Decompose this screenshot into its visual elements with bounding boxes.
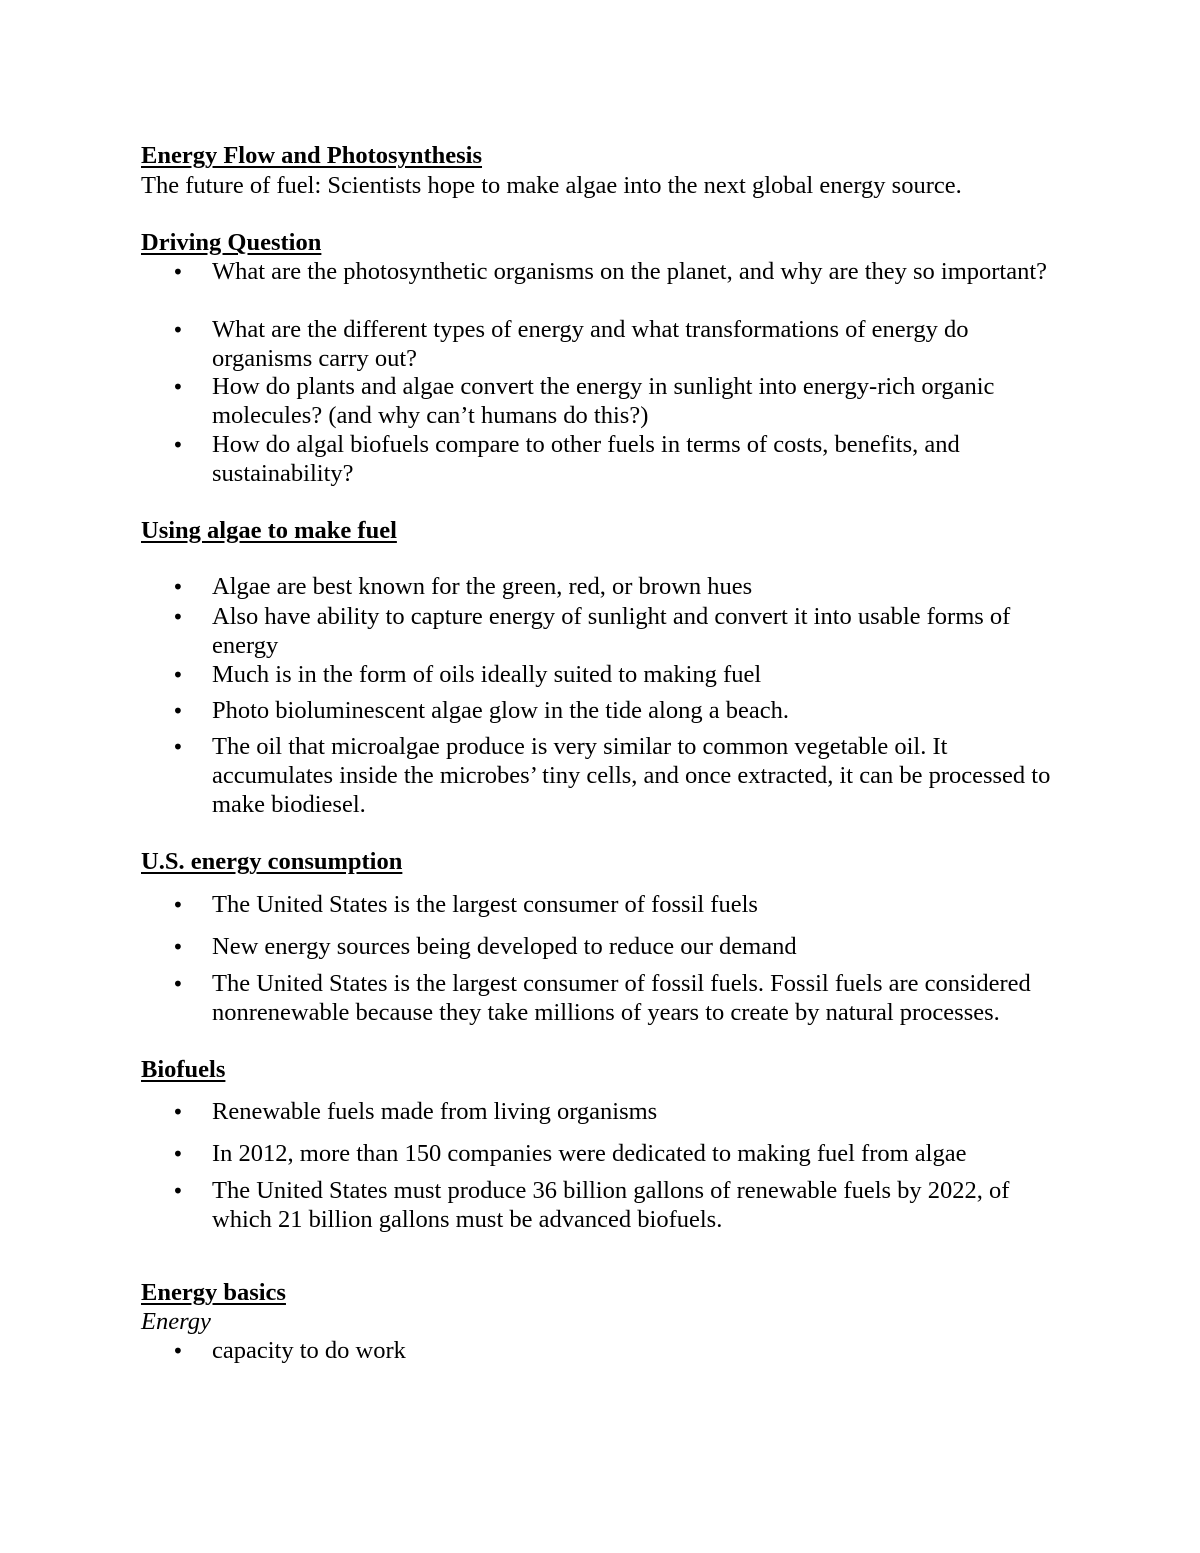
bullet-icon: • (172, 575, 184, 599)
list-item-text: How do algal biofuels compare to other fuels in terms of costs, benefits, and sustainability? (212, 431, 960, 487)
list-item-text: The United States is the largest consumer of fossil fuels (212, 891, 758, 918)
section-heading-energy-basics: Energy basics (141, 1279, 286, 1306)
bullet-icon: • (172, 735, 184, 759)
bullet-icon: • (172, 935, 184, 959)
list-item-text: The oil that microalgae produce is very similar to common vegetable oil. It accumulates inside the microbes’ tiny cells, and once extracted, it can be processed to make biodiesel. (212, 733, 1051, 818)
list-item-text: Photo bioluminescent algae glow in the tide along a beach. (212, 697, 789, 724)
bullet-icon: • (172, 893, 184, 917)
bullet-icon: • (172, 663, 184, 687)
list-item-text: capacity to do work (212, 1337, 406, 1364)
bullet-icon: • (172, 433, 184, 457)
section-heading-using-algae: Using algae to make fuel (141, 517, 397, 544)
list-item-text: The United States is the largest consumer of fossil fuels. Fossil fuels are considered nonrenewable because they take millions of years to create by natural processes. (212, 970, 1031, 1026)
bullet-icon: • (172, 1100, 184, 1124)
list-item-text: Algae are best known for the green, red, or brown hues (212, 573, 753, 600)
bullet-icon: • (172, 972, 184, 996)
bullet-icon: • (172, 318, 184, 342)
list-item-text: What are the photosynthetic organisms on the planet, and why are they so important? (212, 258, 1048, 285)
list-item-text: How do plants and algae convert the energy in sunlight into energy-rich organic molecules? (and why can’t humans do this?) (212, 373, 995, 429)
list-item-text: New energy sources being developed to reduce our demand (212, 933, 797, 960)
section-heading-us-energy: U.S. energy consumption (141, 848, 403, 875)
page-title: Energy Flow and Photosynthesis (141, 142, 483, 169)
bullet-icon: • (172, 1179, 184, 1203)
list-item-text: Renewable fuels made from living organisms (212, 1098, 658, 1125)
bullet-icon: • (172, 699, 184, 723)
list-item-text: Also have ability to capture energy of sunlight and convert it into usable forms of energy (212, 603, 1011, 659)
section-heading-biofuels: Biofuels (141, 1056, 226, 1083)
page-subtitle: The future of fuel: Scientists hope to make algae into the next global energy source. (141, 172, 962, 199)
bullet-icon: • (172, 260, 184, 284)
list-item-text: What are the different types of energy and what transformations of energy do organisms carry out? (212, 316, 969, 372)
section-heading-driving-question: Driving Question (141, 229, 322, 256)
list-item-text: The United States must produce 36 billion gallons of renewable fuels by 2022, of which 21 billion gallons must be advanced biofuels. (212, 1177, 1010, 1233)
list-item-text: In 2012, more than 150 companies were dedicated to making fuel from algae (212, 1140, 967, 1167)
bullet-icon: • (172, 375, 184, 399)
subheading-energy: Energy (141, 1308, 211, 1335)
bullet-icon: • (172, 1142, 184, 1166)
bullet-icon: • (172, 1339, 184, 1363)
list-item-text: Much is in the form of oils ideally suited to making fuel (212, 661, 762, 688)
bullet-icon: • (172, 605, 184, 629)
